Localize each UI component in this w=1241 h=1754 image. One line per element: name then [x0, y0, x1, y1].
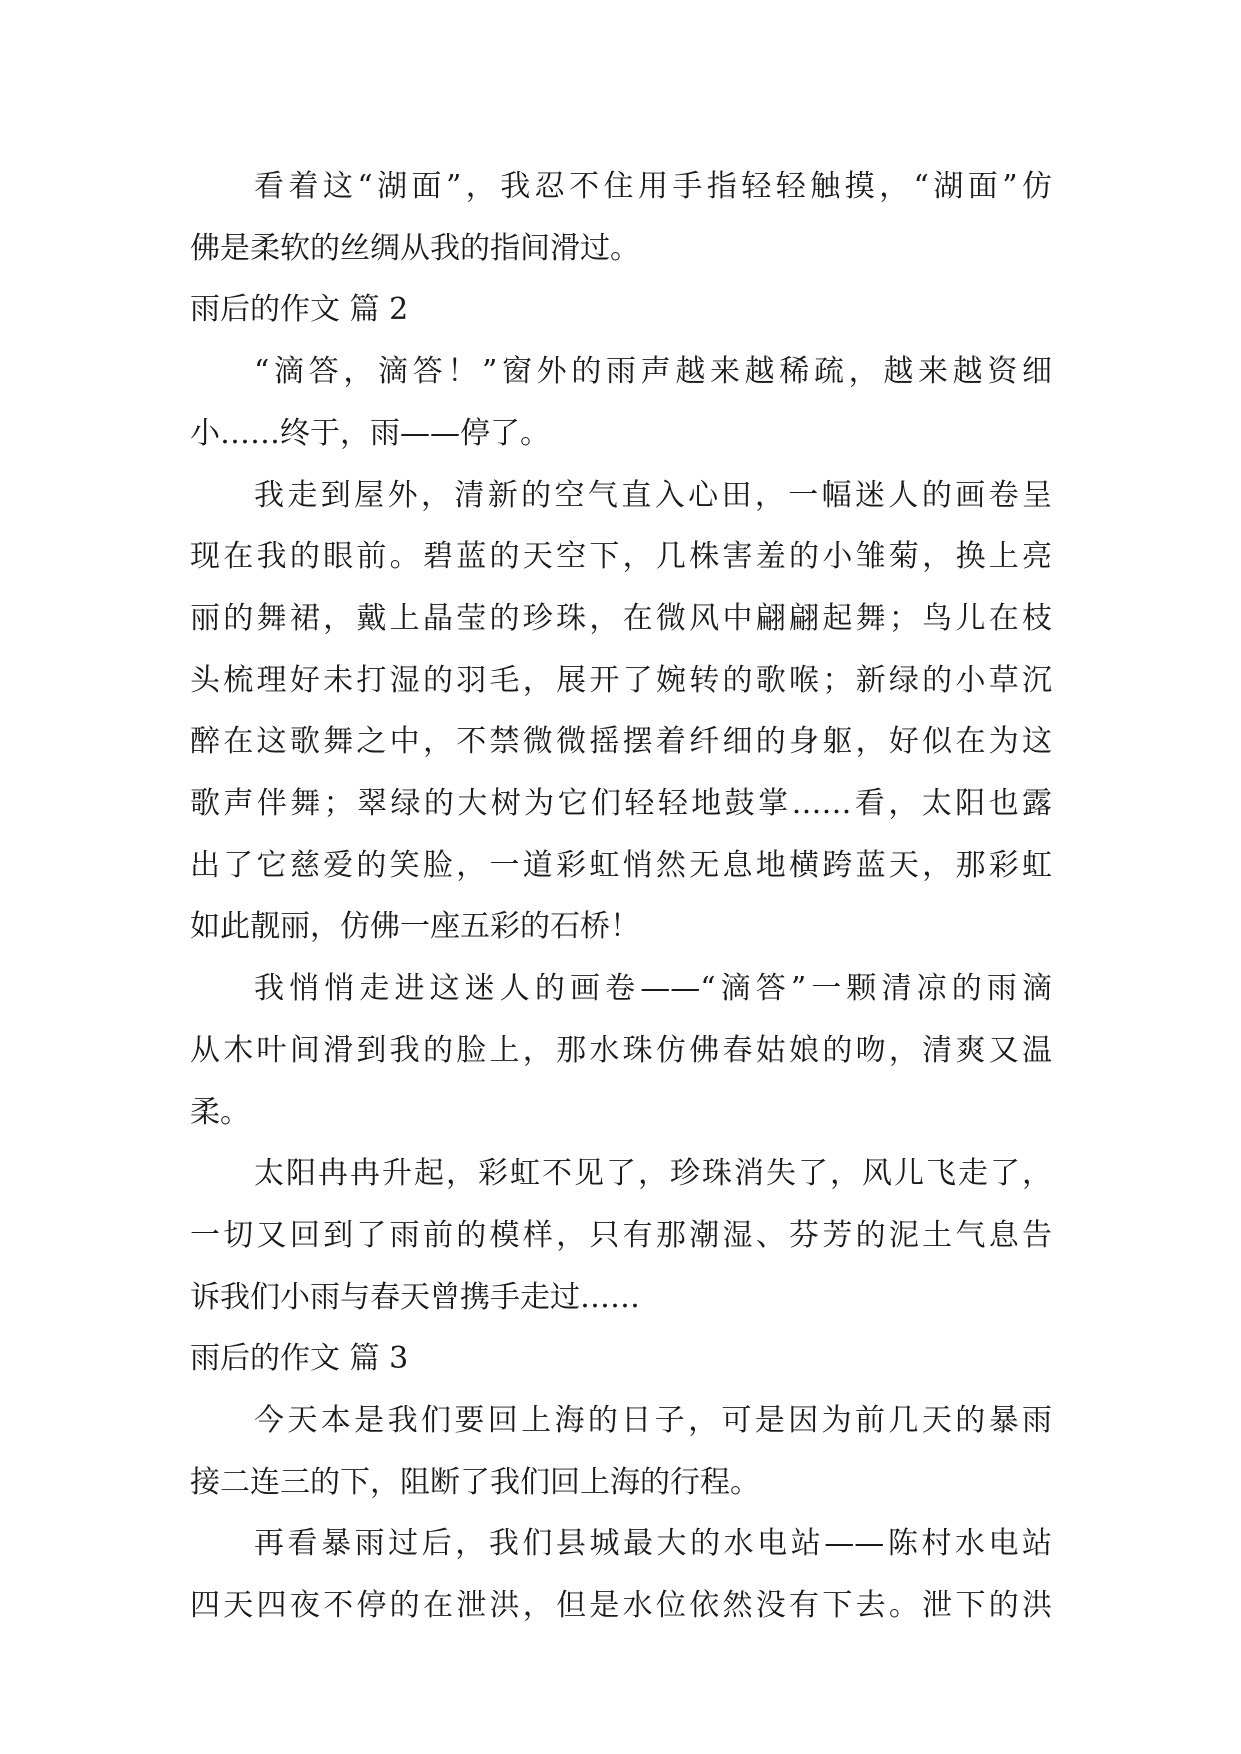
section-heading: 雨后的作文 篇 2 — [190, 292, 409, 327]
text-line: 头梳理好未打湿的羽毛，展开了婉转的歌喉；新绿的小草沉 — [190, 663, 1052, 698]
text-line: 看着这“湖面”，我忍不住用手指轻轻触摸，“湖面”仿 — [254, 169, 1052, 204]
text-line: 出了它慈爱的笑脸，一道彩虹悄然无息地横跨蓝天，那彩虹 — [190, 848, 1052, 883]
text-line: 丽的舞裙，戴上晶莹的珍珠，在微风中翩翩起舞；鸟儿在枝 — [190, 601, 1052, 636]
text-line: 从木叶间滑到我的脸上，那水珠仿佛春姑娘的吻，清爽又温 — [190, 1033, 1052, 1068]
text-line: 太阳冉冉升起，彩虹不见了，珍珠消失了，风儿飞走了， — [254, 1156, 1052, 1191]
text-line: 今天本是我们要回上海的日子，可是因为前几天的暴雨 — [254, 1403, 1052, 1438]
text-line: 歌声伴舞；翠绿的大树为它们轻轻地鼓掌……看，太阳也露 — [190, 786, 1052, 821]
text-line: 诉我们小雨与春天曾携手走过…… — [190, 1280, 640, 1315]
text-line: 再看暴雨过后，我们县城最大的水电站——陈村水电站 — [254, 1526, 1052, 1561]
text-line: 醉在这歌舞之中，不禁微微摇摆着纤细的身躯，好似在为这 — [190, 724, 1052, 759]
text-line: 小……终于，雨——停了。 — [190, 416, 550, 451]
text-line: 我走到屋外，清新的空气直入心田，一幅迷人的画卷呈 — [254, 478, 1052, 513]
text-line: 柔。 — [190, 1095, 250, 1130]
text-line: 接二连三的下，阻断了我们回上海的行程。 — [190, 1465, 760, 1500]
text-line: 佛是柔软的丝绸从我的指间滑过。 — [190, 231, 640, 266]
text-line: 一切又回到了雨前的模样，只有那潮湿、芬芳的泥土气息告 — [190, 1218, 1052, 1253]
text-line: 我悄悄走进这迷人的画卷——“滴答”一颗清凉的雨滴 — [254, 971, 1052, 1006]
text-line: “滴答，滴答！”窗外的雨声越来越稀疏，越来越资细 — [254, 354, 1052, 389]
text-line: 现在我的眼前。碧蓝的天空下，几株害羞的小雏菊，换上亮 — [190, 539, 1052, 574]
section-heading: 雨后的作文 篇 3 — [190, 1341, 409, 1376]
text-line: 如此靓丽，仿佛一座五彩的石桥！ — [190, 909, 640, 944]
text-line: 四天四夜不停的在泄洪，但是水位依然没有下去。泄下的洪 — [190, 1588, 1052, 1623]
